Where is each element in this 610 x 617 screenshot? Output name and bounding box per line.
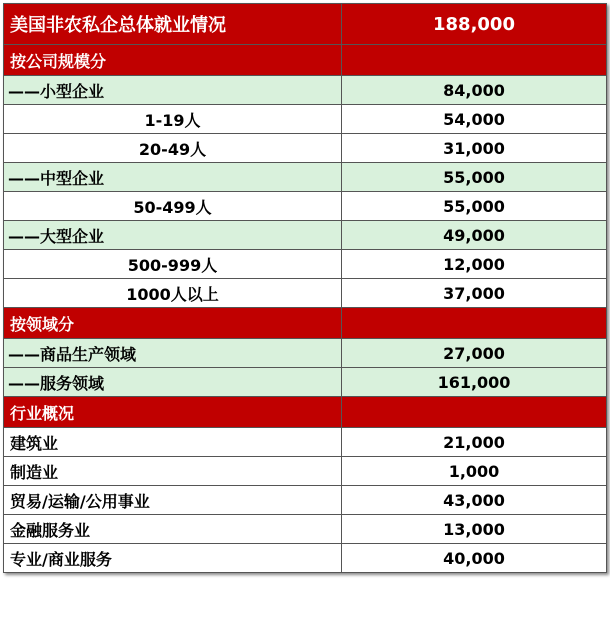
table-row bbox=[4, 279, 607, 308]
table-row bbox=[4, 457, 607, 486]
row-label: 20-49人 bbox=[4, 134, 342, 163]
employment-table bbox=[3, 3, 607, 573]
table-row bbox=[4, 105, 607, 134]
row-label: 1000人以上 bbox=[4, 279, 342, 308]
category-value-medium: 55,000 bbox=[342, 163, 607, 192]
table-title: 美国非农私企总体就业情况 bbox=[4, 4, 342, 45]
table-row bbox=[4, 428, 607, 457]
category-label-services: ——服务领域 bbox=[4, 368, 342, 397]
row-value: 12,000 bbox=[342, 250, 607, 279]
table-row bbox=[4, 192, 607, 221]
industry-value: 40,000 bbox=[342, 544, 607, 573]
row-value: 31,000 bbox=[342, 134, 607, 163]
table-row bbox=[4, 250, 607, 279]
table-row bbox=[4, 486, 607, 515]
section-header-empty-cell bbox=[342, 45, 607, 76]
row-value: 37,000 bbox=[342, 279, 607, 308]
industry-label: 建筑业 bbox=[4, 428, 342, 457]
industry-label: 贸易/运输/公用事业 bbox=[4, 486, 342, 515]
category-label-small: ——小型企业 bbox=[4, 76, 342, 105]
category-value-goods: 27,000 bbox=[342, 339, 607, 368]
row-label: 500-999人 bbox=[4, 250, 342, 279]
industry-value: 21,000 bbox=[342, 428, 607, 457]
industry-label: 专业/商业服务 bbox=[4, 544, 342, 573]
table-row bbox=[4, 544, 607, 573]
table-row bbox=[4, 515, 607, 544]
industry-label: 金融服务业 bbox=[4, 515, 342, 544]
industry-value: 1,000 bbox=[342, 457, 607, 486]
section-header-industry: 行业概况 bbox=[4, 397, 342, 428]
category-row bbox=[4, 76, 607, 105]
section-header-empty-cell bbox=[342, 397, 607, 428]
category-row bbox=[4, 163, 607, 192]
table-title-row bbox=[4, 4, 607, 45]
category-row bbox=[4, 339, 607, 368]
category-row bbox=[4, 368, 607, 397]
row-label: 50-499人 bbox=[4, 192, 342, 221]
category-value-small: 84,000 bbox=[342, 76, 607, 105]
row-value: 54,000 bbox=[342, 105, 607, 134]
industry-label: 制造业 bbox=[4, 457, 342, 486]
section-header-row bbox=[4, 308, 607, 339]
table-row bbox=[4, 134, 607, 163]
industry-value: 43,000 bbox=[342, 486, 607, 515]
category-row bbox=[4, 221, 607, 250]
section-header-company-size: 按公司规模分 bbox=[4, 45, 342, 76]
category-label-goods: ——商品生产领域 bbox=[4, 339, 342, 368]
category-label-large: ——大型企业 bbox=[4, 221, 342, 250]
industry-value: 13,000 bbox=[342, 515, 607, 544]
category-value-services: 161,000 bbox=[342, 368, 607, 397]
section-header-row bbox=[4, 397, 607, 428]
row-value: 55,000 bbox=[342, 192, 607, 221]
category-value-large: 49,000 bbox=[342, 221, 607, 250]
category-label-medium: ——中型企业 bbox=[4, 163, 342, 192]
section-header-empty-cell bbox=[342, 308, 607, 339]
row-label: 1-19人 bbox=[4, 105, 342, 134]
section-header-row bbox=[4, 45, 607, 76]
section-header-domain: 按领域分 bbox=[4, 308, 342, 339]
total-employment-value: 188,000 bbox=[342, 4, 607, 45]
